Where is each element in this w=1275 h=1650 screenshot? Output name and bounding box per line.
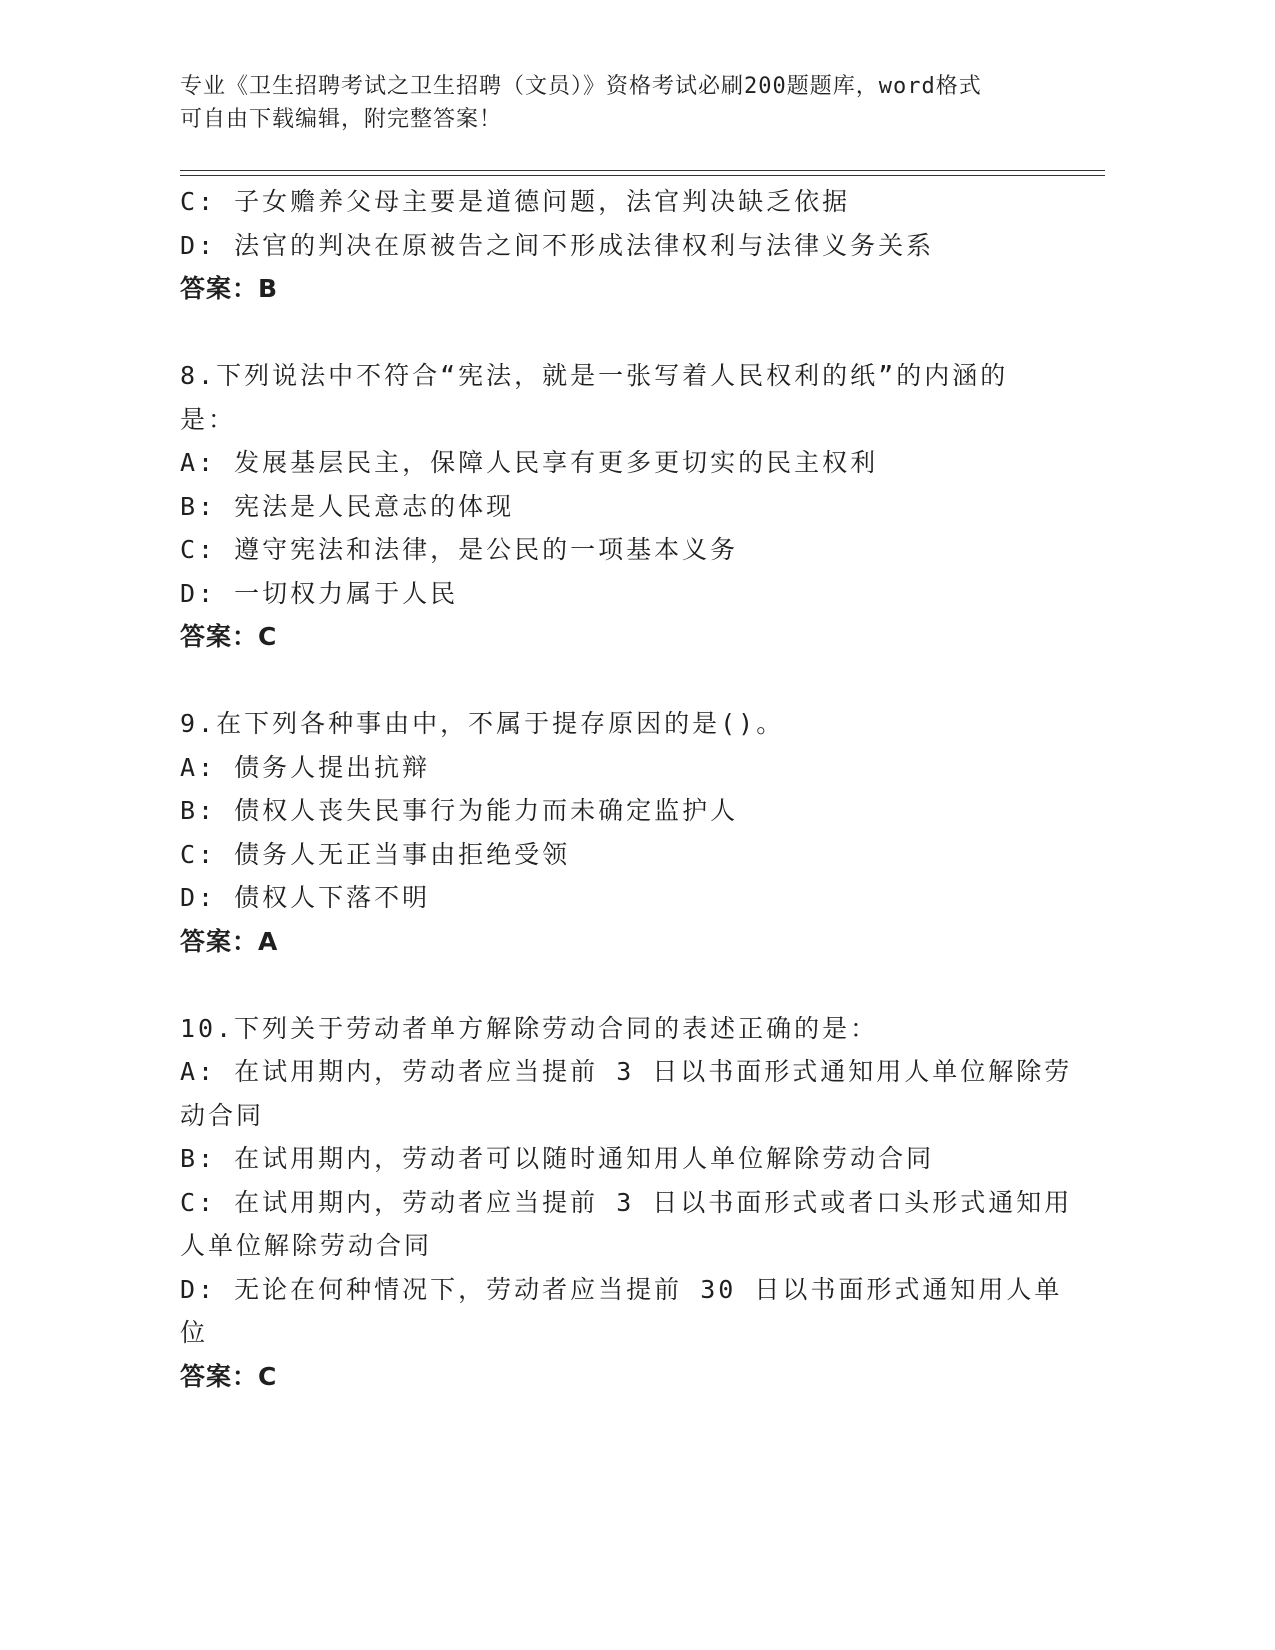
option-c: C: 遵守宪法和法律，是公民的一项基本义务 [180, 535, 739, 564]
option-d-line-2: 位 [180, 1318, 209, 1347]
option-c: C: 债务人无正当事由拒绝受领 [180, 839, 571, 869]
option-c-line-1: C: 在试用期内，劳动者应当提前 3 日以书面形式或者口头形式通知用 [180, 1187, 1073, 1217]
question-stem: 10.下列关于劳动者单方解除劳动合同的表述正确的是： [180, 1013, 879, 1043]
question-stem: 9.在下列各种事由中，不属于提存原因的是()。 [180, 709, 785, 738]
option-c-line-2: 人单位解除劳动合同 [180, 1231, 433, 1260]
question-stem-line-2: 是： [180, 404, 237, 434]
option-d: D: 一切权力属于人民 [180, 578, 459, 608]
header-rule-top [180, 170, 1105, 171]
option-b: B: 在试用期内，劳动者可以随时通知用人单位解除劳动合同 [180, 1144, 935, 1173]
document-header [180, 70, 1040, 136]
question-10 [180, 1007, 1073, 1399]
question-8 [180, 354, 1060, 659]
option-b: B: 债权人丧失民事行为能力而未确定监护人 [180, 796, 739, 825]
answer: 答案：C [180, 1361, 278, 1391]
answer: 答案：B [180, 274, 279, 303]
option-d-line-1: D: 无论在何种情况下，劳动者应当提前 30 日以书面形式通知用人单 [180, 1274, 1063, 1304]
question-list [180, 180, 1073, 1398]
option-c: C: 子女赡养父母主要是道德问题，法官判决缺乏依据 [180, 187, 851, 216]
header-title-line-2: 可自由下载编辑，附完整答案！ [180, 107, 503, 132]
question-9 [180, 702, 1060, 963]
option-a: A: 债务人提出抗辩 [180, 752, 431, 782]
answer: 答案：C [180, 622, 278, 651]
option-a-line-1: A: 在试用期内，劳动者应当提前 3 日以书面形式通知用人单位解除劳 [180, 1057, 1073, 1086]
question-stem-line-1: 8.下列说法中不符合“宪法，就是一张写着人民权利的纸”的内涵的 [180, 361, 1009, 390]
option-d: D: 法官的判决在原被告之间不形成法律权利与法律义务关系 [180, 230, 935, 260]
option-a-line-2: 动合同 [180, 1100, 265, 1130]
question-7-tail [180, 180, 1060, 311]
option-d: D: 债权人下落不明 [180, 883, 431, 912]
option-b: B: 宪法是人民意志的体现 [180, 491, 515, 521]
spacer [180, 659, 1060, 703]
spacer [180, 963, 1060, 1007]
header-rule-bottom [180, 175, 1105, 176]
answer: 答案：A [180, 926, 279, 956]
option-a: A: 发展基层民主，保障人民享有更多更切实的民主权利 [180, 448, 879, 477]
spacer [180, 311, 1060, 355]
header-title-line-1: 专业《卫生招聘考试之卫生招聘（文员）》资格考试必刷200题题库，word格式 [180, 74, 982, 99]
